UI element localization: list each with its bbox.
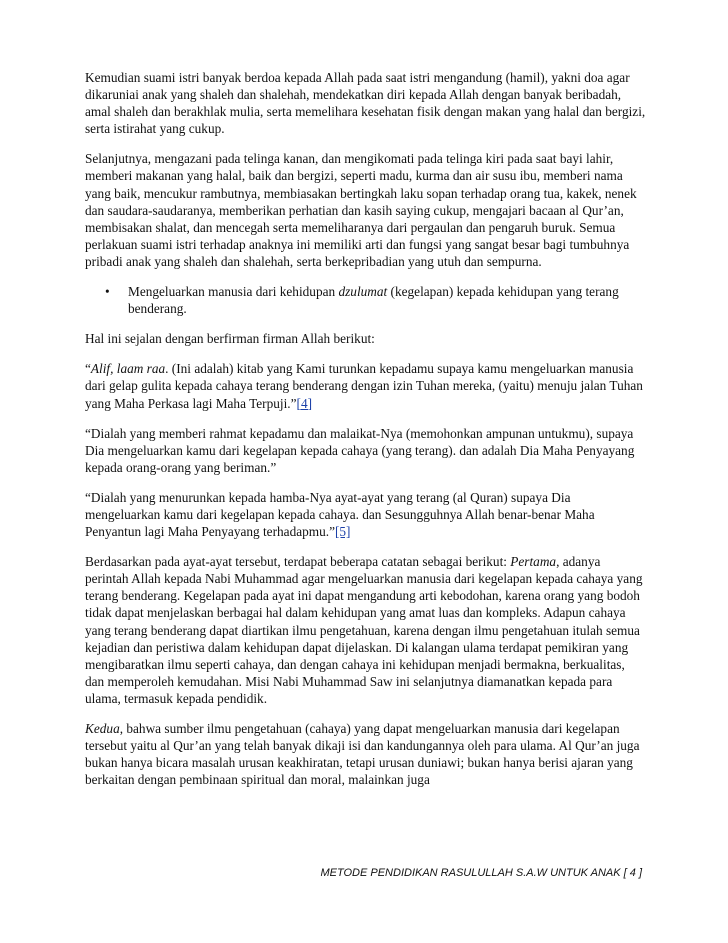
- paragraph-pendidikan-anak: Selanjutnya, mengazani pada telinga kanan, dan mengikomati pada telinga kiri pada saat bayi lahir, memberi makanan yang halal, baik dan bergizi, seperti madu, kurma dan air susu ibu, memberi nama yang baik, mencukur rambutnya, membiasakan bertingkah laku sopan terhadap orang tua, kakek, nenek dan saudara-saudaranya, memberikan perhatian dan kasih saying cukup, mengajari bacaan al Qur’an, membisakan shalat, dan mencegah serta memeliharanya dari pergaulan dan pengaruh buruk. Semua perlakuan suami istri terhadap anaknya ini memiliki arti dan fungsi yang sangat besar bagi tumbuhnya pribadi anak yang shaleh dan shalehah, serta berkepribadian yang utuh dan sempurna.: [85, 151, 637, 269]
- document-page: [85, 69, 647, 801]
- page-number: [ 4 ]: [623, 867, 642, 879]
- bullet-icon: •: [105, 284, 110, 300]
- footer-title: METODE PENDIDIKAN RASULULLAH S.A.W UNTUK ANAK: [320, 867, 621, 879]
- bullet-text-end: (kegelapan) kepada kehidupan yang terang benderang.: [128, 284, 619, 317]
- paragraph-intro-firman: Hal ini sejalan dengan berfirman firman Allah berikut:: [85, 331, 375, 347]
- quote-ayat-terang: [85, 489, 647, 540]
- bullet-item: [85, 283, 647, 317]
- paragraph-italic-pertama: Pertama: [510, 554, 557, 570]
- quote-alif-laam-raa: [85, 360, 647, 411]
- page-footer: [0, 867, 642, 879]
- quote-italic-phrase: Alif, laam raa: [90, 361, 166, 377]
- paragraph-kedua: [85, 720, 647, 788]
- paragraph-doa: Kemudian suami istri banyak berdoa kepada Allah pada saat istri mengandung (hamil), yakni doa agar dikaruniai anak yang shaleh dan shalehah, mendekatkan diri kepada Allah dengan banyak beribadah, amal shaleh dan berakhlak mulia, serta memelihara kesehatan fisik dengan makan yang halal dan bergizi, serta istirahat yang cukup.: [85, 70, 646, 137]
- quote-text: “Dialah yang menurunkan kepada hamba-Nya ayat-ayat yang terang (al Quran) supaya Dia mengeluarkan kamu dari kegelapan kepada cahaya. dan Sesungguhnya Allah benar-benar Maha Penyantun lagi Maha Penyayang terhadapmu.”: [85, 489, 595, 540]
- paragraph-italic-kedua: Kedua: [85, 721, 120, 736]
- paragraph-text-start: Berdasarkan pada ayat-ayat tersebut, terdapat beberapa catatan sebagai berikut:: [85, 554, 511, 570]
- paragraph-text: , bahwa sumber ilmu pengetahuan (cahaya) yang dapat mengeluarkan manusia dari kegelapan tersebut yaitu al Qur’an yang telah banyak dikaji isi dan kandungannya oleh para ulama. Al Qur’an juga bukan hanya bicara masalah urusan keakhiratan, tetapi urusan duniawi; bukan hanya berisi ajaran yang berkaitan dengan pembinaan spiritual dan moral, malainkan juga: [85, 721, 640, 788]
- quote-rahmat: “Dialah yang memberi rahmat kepadamu dan malaikat-Nya (memohonkan ampunan untukmu), supaya Dia mengeluarkan kamu dari kegelapan kepada cahaya (yang terang). dan adalah Dia Maha Penyayang kepada orang-orang yang beriman.”: [85, 425, 635, 475]
- footnote-link-4[interactable]: [4]: [296, 395, 313, 411]
- bullet-text-start: Mengeluarkan manusia dari kehidupan: [128, 284, 339, 300]
- paragraph-pertama: [85, 553, 647, 707]
- quote-open-mark: “: [85, 361, 91, 377]
- bullet-text-italic: dzulumat: [338, 284, 388, 300]
- footnote-link-5[interactable]: [5]: [334, 524, 351, 540]
- paragraph-text-end: , adanya perintah Allah kepada Nabi Muhammad agar mengeluarkan manusia dari kegelapan kepada cahaya yang terang benderang. Kegelapan pada ayat ini dapat mengandung arti kebodohan, karena orang yang bodoh tidak dapat menjelaskan berbagai hal dalam kehidupan yang amat luas dan kompleks. Adapun cahaya yang terang benderang dapat diartikan ilmu pengetahuan, karena dengan ilmu pengetahuan itulah semua kejadian dan peristiwa dalam kehidupan dapat dijelaskan. Di kalangan ulama terdapat pemikiran yang mengibaratkan ilmu seperti cahaya, dan dengan cahaya ini kehidupan menjadi bermakna, berkualitas, dan memperoleh kemudahan. Misi Nabi Muhammad Saw ini selanjutnya diamanatkan kepada para ulama, termasuk kepada pendidik.: [85, 554, 643, 706]
- quote-text: . (Ini adalah) kitab yang Kami turunkan kepadamu supaya kamu mengeluarkan manusia dari gelap gulita kepada cahaya terang benderang dengan izin Tuhan mereka, (yaitu) menuju jalan Tuhan yang Maha Perkasa lagi Maha Terpuji.”: [85, 361, 643, 411]
